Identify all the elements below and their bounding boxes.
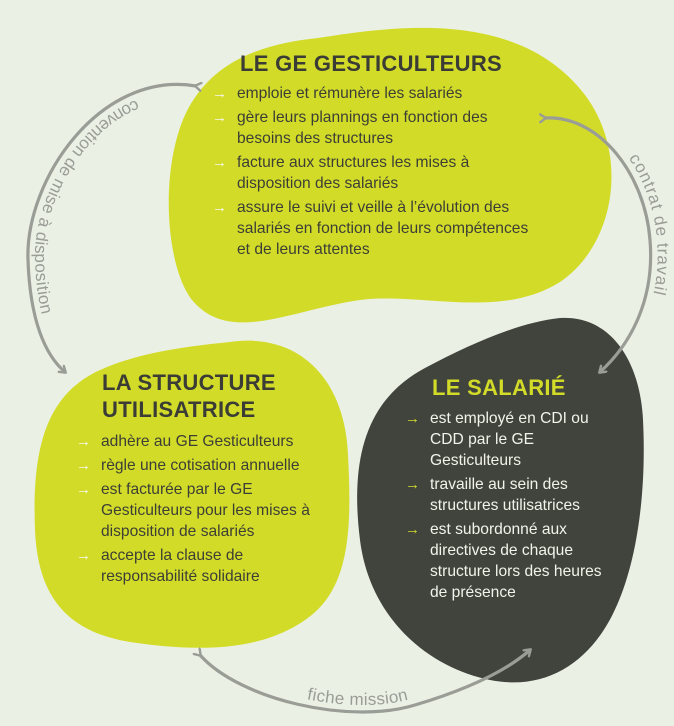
contrat-label: contrat de travail: [625, 149, 673, 298]
structure-utilisatrice-title: LA STRUCTURE UTILISATRICE: [102, 370, 276, 422]
convention-label: convention de mise à disposition: [30, 95, 143, 317]
right-arrow-icon: →: [76, 547, 91, 564]
right-arrow-icon: →: [405, 521, 420, 538]
right-arrow-icon: →: [405, 476, 420, 493]
list-item: → est facturée par le GE Gesticulteurs pour les mises à disposition de salariés: [76, 481, 310, 540]
ge-gesticulteurs-title: LE GE GESTICULTEURS: [240, 51, 502, 76]
list-item: → emploie et rémunère les salariés: [212, 85, 463, 102]
right-arrow-icon: →: [76, 481, 91, 498]
right-arrow-icon: →: [76, 433, 91, 450]
right-arrow-icon: →: [212, 199, 227, 216]
fiche-mission-label: fiche mission: [305, 684, 410, 710]
structure-utilisatrice-node: [76, 369, 341, 590]
list-item: → est subordonné aux directives de chaque structure lors des heures de présence: [405, 521, 602, 601]
list-item: → adhère au GE Gesticulteurs: [76, 433, 294, 450]
list-item: → assure le suivi et veille à l’évolution des salariés en fonction de leurs compétences et de leurs attentes: [212, 199, 529, 258]
salarie-node: [405, 374, 625, 606]
ge-gesticulteurs-node: [212, 50, 542, 263]
list-item: → gère leurs plannings en fonction des besoins des structures: [212, 109, 488, 147]
right-arrow-icon: →: [212, 154, 227, 171]
right-arrow-icon: →: [405, 410, 420, 427]
list-item: → est employé en CDI ou CDD par le GE Gesticulteurs: [405, 410, 589, 469]
right-arrow-icon: →: [76, 457, 91, 474]
salarie-title: LE SALARIÉ: [432, 375, 566, 400]
list-item: → travaille au sein des structures utilisatrices: [405, 476, 580, 514]
right-arrow-icon: →: [212, 85, 227, 102]
list-item: → accepte la clause de responsabilité solidaire: [76, 547, 260, 585]
right-arrow-icon: →: [212, 109, 227, 126]
list-item: → facture aux structures les mises à disposition des salariés: [212, 154, 470, 192]
list-item: → règle une cotisation annuelle: [76, 457, 300, 474]
